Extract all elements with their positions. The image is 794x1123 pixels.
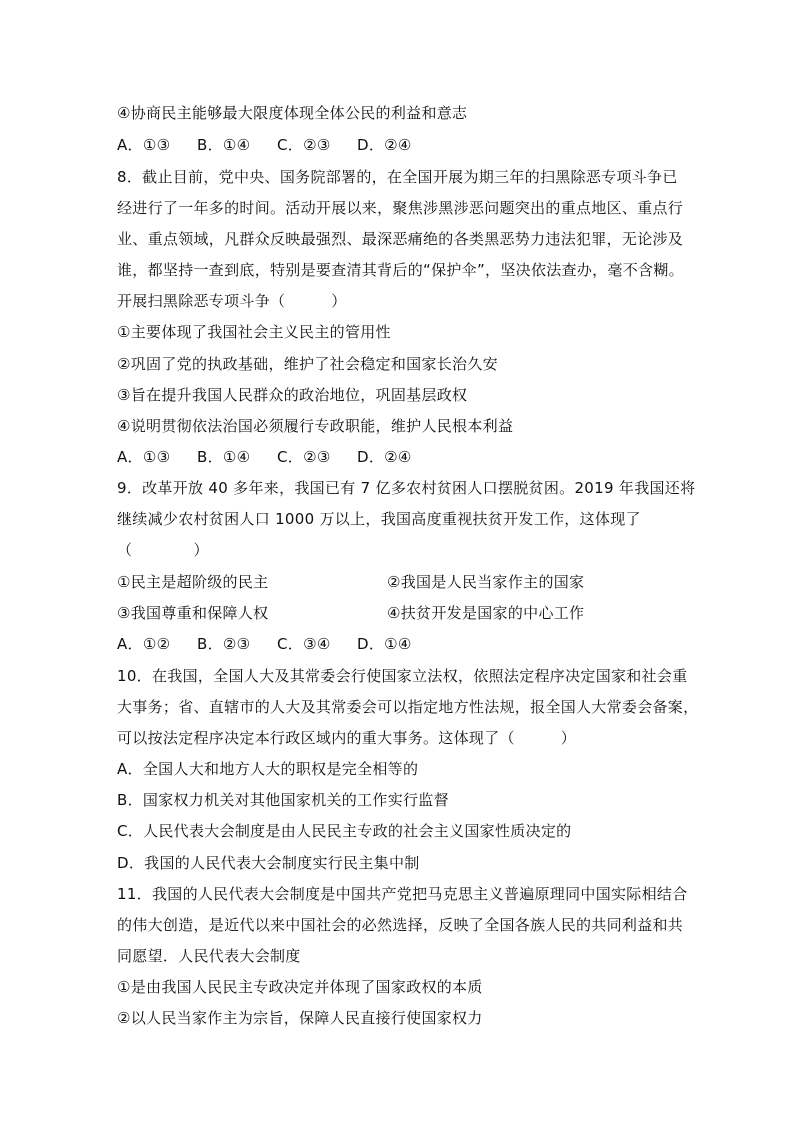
- q10-choice-a: A．全国人大和地方人大的职权是完全相等的: [117, 760, 419, 778]
- q11-item-2: ②以人民当家作主为宗旨，保障人民直接行使国家权力: [117, 1009, 483, 1027]
- q7-option-a: A．①③: [117, 136, 171, 154]
- q11-item-1: ①是由我国人民民主专政决定并体现了国家政权的本质: [117, 978, 483, 996]
- q8-item-2: ②巩固了党的执政基础，维护了社会稳定和国家长治久安: [117, 355, 498, 373]
- q10-stem-line-1: 10．在我国，全国人大及其常委会行使国家立法权，依照法定程序决定国家和社会重: [117, 667, 688, 685]
- q8-item-3: ③旨在提升我国人民群众的政治地位，巩固基层政权: [117, 386, 468, 404]
- q9-option-a: A．①②: [117, 635, 171, 653]
- q8-options: [117, 447, 687, 467]
- q11-stem-line-1: 11．我国的人民代表大会制度是中国共产党把马克思主义普遍原理同中国实际相结合: [117, 885, 688, 903]
- q9-option-d: D．①④: [357, 635, 412, 653]
- q9-stem-line-2: 继续减少农村贫困人口 1000 万以上，我国高度重视扶贫开发工作，这体现了: [117, 510, 641, 528]
- q11-stem-line-3: 同愿望．人民代表大会制度: [117, 947, 301, 965]
- q9-items-row-2: [117, 603, 687, 623]
- q7-option-d: D．②④: [357, 136, 412, 154]
- q10-choice-d: D．我国的人民代表大会制度实行民主集中制: [117, 854, 420, 872]
- q8-option-a: A．①③: [117, 448, 171, 466]
- q8-option-b: B．①④: [197, 448, 251, 466]
- q9-option-b: B．②③: [197, 635, 251, 653]
- q9-item-2: ②我国是人民当家作主的国家: [387, 573, 585, 591]
- q9-options: [117, 634, 687, 654]
- q11-stem-line-2: 的伟大创造，是近代以来中国社会的必然选择，反映了全国各族人民的共同利益和共: [117, 916, 684, 934]
- q8-option-c: C．②③: [277, 448, 331, 466]
- q10-stem-line-3: 可以按法定程序决定本行政区域内的重大事务。这体现了（ ）: [117, 729, 577, 747]
- q7-option-c: C．②③: [277, 136, 331, 154]
- q8-stem-line-1: 8．截止目前，党中央、国务院部署的，在全国开展为期三年的扫黑除恶专项斗争已: [117, 168, 678, 186]
- q8-item-4: ④说明贯彻依法治国必须履行专政职能，维护人民根本利益: [117, 417, 514, 435]
- q9-stem-line-1: 9．改革开放 40 多年来，我国已有 7 亿多农村贫困人口摆脱贫困。2019 年我国还将: [117, 479, 696, 497]
- q7-item-4: ④协商民主能够最大限度体现全体公民的利益和意志: [117, 104, 468, 122]
- q8-option-d: D．②④: [357, 448, 412, 466]
- q9-item-3: ③我国尊重和保障人权: [117, 604, 269, 622]
- q9-option-c: C．③④: [277, 635, 331, 653]
- q7-options: [117, 135, 687, 155]
- q9-item-4: ④扶贫开发是国家的中心工作: [387, 604, 585, 622]
- q9-stem-line-3: （ ）: [117, 541, 209, 559]
- q10-choice-c: C．人民代表大会制度是由人民民主专政的社会主义国家性质决定的: [117, 822, 572, 840]
- q9-items-row-1: [117, 572, 687, 592]
- q8-stem-line-4: 谁，都坚持一查到底，特别是要查清其背后的“保护伞”，坚决依法查办，毫不含糊。: [117, 261, 684, 279]
- q7-option-b: B．①④: [197, 136, 251, 154]
- q10-choice-b: B．国家权力机关对其他国家机关的工作实行监督: [117, 791, 449, 809]
- q8-stem-line-5: 开展扫黑除恶专项斗争（ ）: [117, 292, 347, 310]
- q9-item-1: ①民主是超阶级的民主: [117, 573, 269, 591]
- q8-stem-line-2: 经进行了一年多的时间。活动开展以来，聚焦涉黑涉恶问题突出的重点地区、重点行: [117, 199, 684, 217]
- q8-stem-line-3: 业、重点领域，凡群众反映最强烈、最深恶痛绝的各类黑恶势力违法犯罪，无论涉及: [117, 230, 684, 248]
- q10-stem-line-2: 大事务；省、直辖市的人大及其常委会可以指定地方性法规，报全国人大常委会备案，: [117, 698, 699, 716]
- q8-item-1: ①主要体现了我国社会主义民主的管用性: [117, 323, 391, 341]
